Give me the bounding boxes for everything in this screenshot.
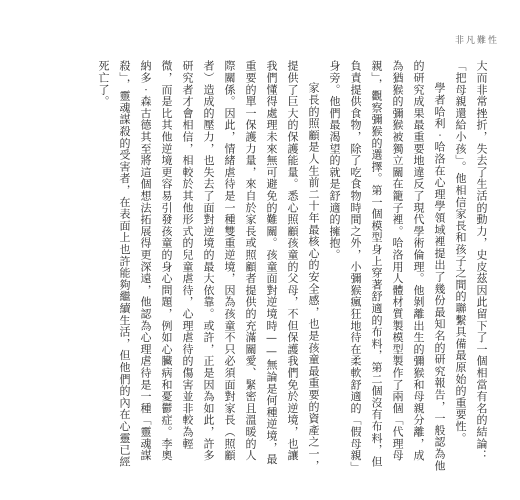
body-text-column-block: [26, 60, 492, 472]
paragraph-2: 學者哈利‧哈洛在心理學領域裡提出了幾份最知名的研究報告，一般認為他的研究成果最重要地違反了現代學術倫理。他剝離出生的彌猴和母親分離，成為猶猴的彌猴被獨立關在籠子裡。哈洛用人體材質製模型製作了兩個「代理母親」，觀察彌猴的選擇。第一個模型身上穿著舒適的布料，第二個沒有布料，但負責提供食物，除了吃食物時間之外，小彌猴瘋狂地待在柔軟舒適的「假母親」身旁。他們最渴望的就是舒適的擁抱。: [328, 60, 446, 472]
running-head-title: 非凡難性: [455, 36, 500, 46]
paragraph-1: 大而非常挫折，失去了生活的動力，史皮茲因此留下了一個相當有名的結論：「把母親還給小孩」。他相信家長和孩子之間的聯繫具備最原始的重要性。: [454, 60, 488, 462]
paragraph-3: 家長的照顧是人生前二十年最核心的安全感，也是孩童最重要的資產之一，提供了巨大的保護能量。悉心照顧孩童的父母，不但保護我們免於逆境，也讓我們懂得處理未來無可避免的難關。孩童面對逆境時——無論是何種逆境，最重要的單一保護力量，來自於家長或照顧者提供的充滿關愛、緊密且溫暖的人際關係。因此，情緒虐待是一種雙重逆境，因為孩童不只必須面對家長（照顧者）造成的壓力，也失去了面對逆境的最大依靠。或許，正是因為如此，許多研究者才會相信，相較於其他形式的兒童虐待，心理虐待的傷害並非較為輕微，而是比其他逆境更容易引發孩童的身心問題，例如心臟病和憂鬱症。李奧納多‧森古德其至將這個想法拓展得更深遠，他認為心理虐待是一種「靈魂謀殺」，靈魂謀殺的受害者，在表面上也許能夠繼續生活，但他們的內在心靈已經死亡了。: [97, 60, 320, 472]
